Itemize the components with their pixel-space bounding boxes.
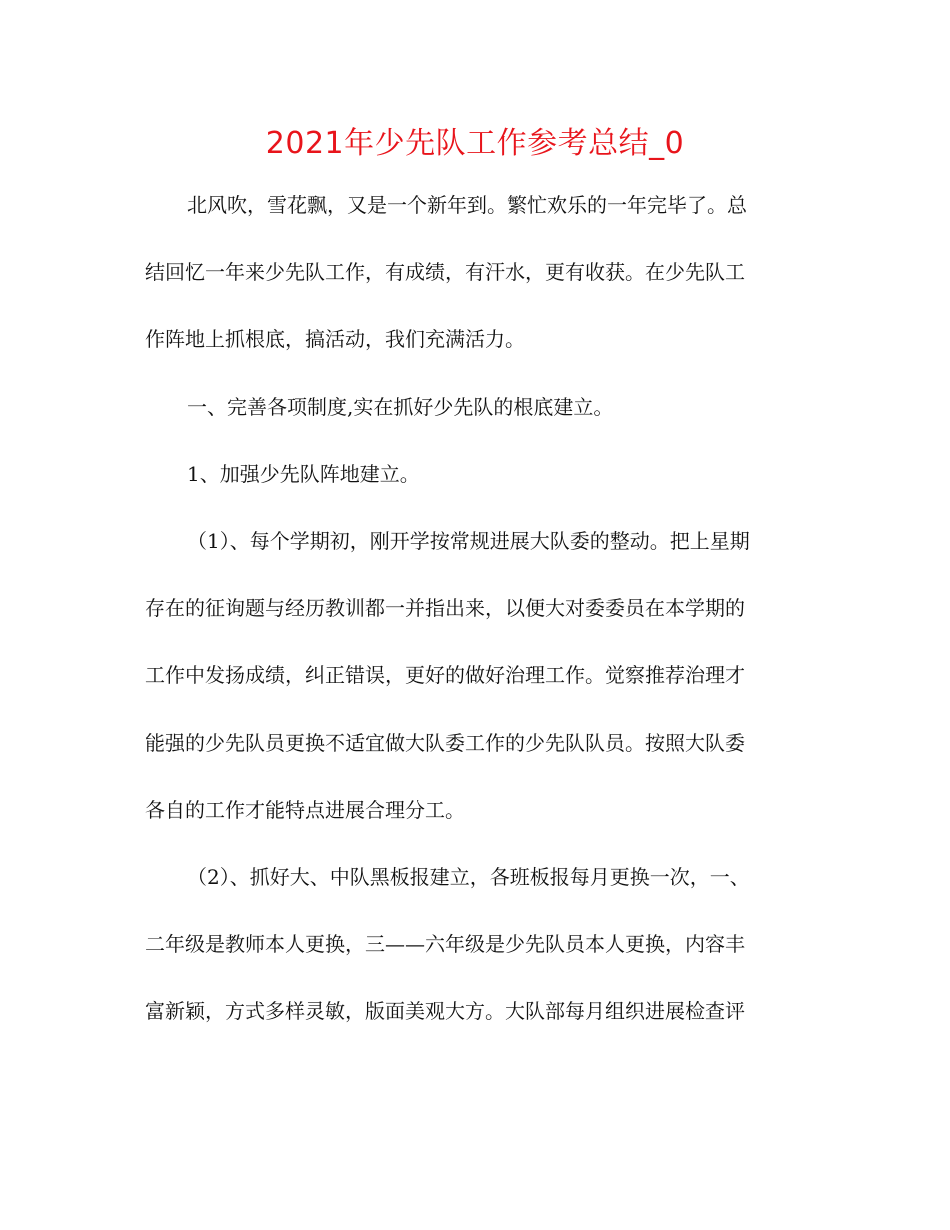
paragraph-line: 各自的工作才能特点进展合理分工。 xyxy=(145,797,465,822)
paragraph-line: 二年级是教师本人更换，三——六年级是少先队员本人更换，内容丰 xyxy=(145,932,745,957)
subsection-heading xyxy=(145,441,810,508)
paragraph-line: （2）、抓好大、中队黑板报建立，各班板报每月更换一次，一、 xyxy=(187,865,750,890)
paragraph-line: 作阵地上抓根底，搞活动，我们充满活力。 xyxy=(145,327,525,352)
paragraph-item-2 xyxy=(145,844,810,1046)
document-body xyxy=(145,172,810,1046)
paragraph-line: 存在的征询题与经历教训都一并指出来，以便大对委委员在本学期的 xyxy=(145,596,745,621)
paragraph-intro xyxy=(145,172,810,374)
paragraph-line: 一、完善各项制度,实在抓好少先队的根底建立。 xyxy=(187,394,614,419)
paragraph-line: 1、加强少先队阵地建立。 xyxy=(187,461,420,486)
section-heading xyxy=(145,374,810,441)
paragraph-line: 富新颖，方式多样灵敏，版面美观大方。大队部每月组织进展检查评 xyxy=(145,999,745,1024)
paragraph-line: 能强的少先队员更换不适宜做大队委工作的少先队队员。按照大队委 xyxy=(145,730,745,755)
paragraph-item-1 xyxy=(145,508,810,844)
paragraph-line: 工作中发扬成绩，纠正错误，更好的做好治理工作。觉察推荐治理才 xyxy=(145,663,745,688)
paragraph-line: 北风吹，雪花飘，又是一个新年到。繁忙欢乐的一年完毕了。总 xyxy=(187,193,747,217)
paragraph-line: 结回忆一年来少先队工作，有成绩，有汗水，更有收获。在少先队工 xyxy=(145,260,745,285)
paragraph-line: （1）、每个学期初，刚开学按常规进展大队委的整动。把上星期 xyxy=(187,529,750,554)
document-title: 2021年少先队工作参考总结_0 xyxy=(265,126,685,161)
